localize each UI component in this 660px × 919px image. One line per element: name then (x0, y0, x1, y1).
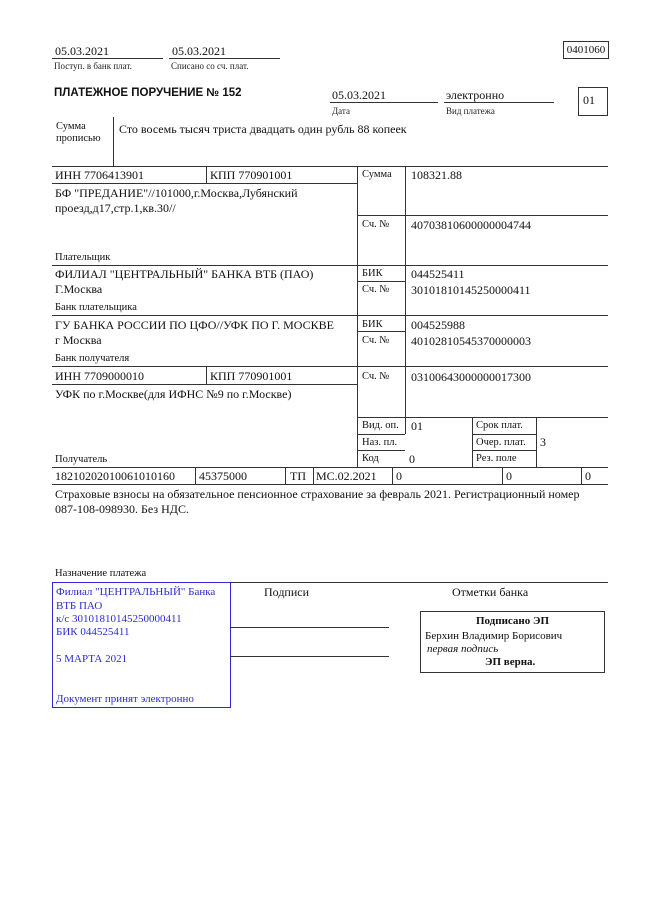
payee-bank-bik: 004525988 (411, 318, 465, 332)
stamp-date: 5 МАРТА 2021 (56, 653, 128, 665)
payer-inn: ИНН 7706413901 (55, 168, 144, 182)
payer-label: Плательщик (55, 252, 111, 263)
grid-line (206, 366, 207, 384)
signatures-label: Подписи (264, 585, 310, 599)
grid-line (195, 467, 196, 484)
payer-kpp: КПП 770901001 (210, 168, 293, 182)
tax-period: МС.02.2021 (316, 469, 377, 483)
status-code: 01 (583, 93, 595, 107)
payee-label: Получатель (55, 454, 108, 465)
form-code-box (563, 41, 609, 59)
grid-line (357, 215, 608, 216)
payer-account: 40703810600000004744 (411, 218, 531, 232)
grid-line (502, 467, 503, 484)
grid-line (357, 166, 358, 467)
payee-account: 03100643000000017300 (411, 370, 531, 384)
payment-type: электронно (446, 88, 505, 102)
priority-label: Очер. плат. (476, 437, 526, 448)
grid-line (357, 450, 405, 451)
payee-bank-bik-label: БИК (362, 319, 383, 330)
payer-bank-name-line1: ФИЛИАЛ "ЦЕНТРАЛЬНЫЙ" БАНКА ВТБ (ПАО) (55, 267, 314, 281)
received-date: 05.03.2021 (55, 44, 109, 58)
code-label: Код (362, 453, 379, 464)
reserve-label: Рез. поле (476, 453, 517, 464)
grid-line (357, 281, 405, 282)
payment-type-label: Вид платежа (446, 106, 495, 116)
debited-date: 05.03.2021 (172, 44, 226, 58)
grid-line (52, 484, 608, 485)
grid-line (472, 417, 473, 467)
grid-line (581, 467, 582, 484)
payer-bank-label: Банк плательщика (55, 302, 137, 313)
grid-line (357, 434, 405, 435)
op-type: 01 (411, 419, 423, 433)
payee-inn: ИНН 7709000010 (55, 369, 144, 383)
code-value: 0 (409, 452, 415, 466)
grid-line (313, 467, 314, 484)
payee-kpp: КПП 770901001 (210, 369, 293, 383)
payer-bank-name-line2: Г.Москва (55, 282, 103, 296)
kbk: 18210202010061010160 (55, 469, 175, 483)
grid-line (357, 417, 608, 418)
payer-bank-bik: 044525411 (411, 267, 465, 281)
payer-name-line2: проезд,д17,стр.1,кв.30// (55, 201, 176, 215)
debited-date-line (169, 58, 280, 59)
signature-line-1 (230, 627, 389, 628)
received-date-line (52, 58, 163, 59)
signature-line-2 (230, 656, 389, 657)
payer-name-line1: БФ "ПРЕДАНИЕ"//101000,г.Москва,Лубянский (55, 186, 298, 200)
doc-number: 0 (396, 469, 402, 483)
payee-bank-account-label: Сч. № (362, 335, 390, 346)
stamp-line4: БИК 044525411 (56, 626, 130, 638)
grid-line (52, 166, 608, 167)
payee-bank-name-line1: ГУ БАНКА РОССИИ ПО ЦФО//УФК ПО Г. МОСКВЕ (55, 318, 334, 332)
grid-line (405, 166, 406, 434)
purpose-label: Назначение платежа (55, 568, 147, 579)
priority-value: 3 (540, 435, 546, 449)
amount-value: 108321.88 (411, 168, 462, 182)
purpose-line2: 087-108-098930. Без НДС. (55, 502, 189, 516)
grid-line (52, 265, 608, 266)
payee-account-label: Сч. № (362, 371, 390, 382)
payer-bank-account-label: Сч. № (362, 284, 390, 295)
due-label: Срок плат. (476, 420, 523, 431)
grid-line (472, 450, 536, 451)
payee-name: УФК по г.Москве(для ИФНС №9 по г.Москве) (55, 387, 292, 401)
stamp-footer: Документ принят электронно (56, 693, 194, 705)
payee-bank-name-line2: г Москва (55, 333, 102, 347)
extra-field: 0 (585, 469, 591, 483)
op-type-label: Вид. оп. (362, 420, 399, 431)
grid-line (52, 315, 608, 316)
bank-marks-label: Отметки банка (452, 585, 529, 599)
payee-bank-label: Банк получателя (55, 353, 130, 364)
document-date-line (330, 102, 438, 103)
oktmo: 45375000 (199, 469, 247, 483)
payer-bank-account: 30101810145250000411 (411, 283, 531, 297)
grid-line (52, 183, 357, 184)
grid-line (405, 417, 406, 434)
grid-line (357, 331, 405, 332)
bank-stamp (52, 582, 231, 708)
grid-line (52, 467, 608, 468)
stamp-line2: ВТБ ПАО (56, 600, 103, 612)
amount-words-value: Сто восемь тысяч триста двадцать один рубль 88 копеек (119, 122, 407, 136)
grid-line (392, 467, 393, 484)
debited-date-label: Списано со сч. плат. (171, 61, 249, 71)
grid-line (472, 434, 536, 435)
payment-type-line (444, 102, 554, 103)
signer-name: Берхин Владимир Борисович (425, 630, 563, 642)
grid-line (405, 434, 406, 467)
purpose-line1: Страховые взносы на обязательное пенсионное страхование за февраль 2021. Регистрационный номер (55, 487, 580, 501)
payer-account-label: Сч. № (362, 219, 390, 230)
payer-bank-bik-label: БИК (362, 268, 383, 279)
document-date: 05.03.2021 (332, 88, 386, 102)
payee-bank-account: 40102810545370000003 (411, 334, 531, 348)
amount-label: Сумма (362, 169, 392, 180)
document-title: ПЛАТЕЖНОЕ ПОРУЧЕНИЕ № 152 (54, 87, 242, 99)
grid-line (52, 366, 608, 367)
grid-line (52, 384, 357, 385)
grid-line (285, 467, 286, 484)
signature-verified: ЭП верна. (485, 656, 536, 668)
amount-words-label-2: прописью (56, 133, 101, 144)
signature-role: первая подпись (427, 643, 499, 655)
e-signature-box (420, 611, 605, 673)
payment-basis: ТП (290, 469, 306, 483)
amount-words-label-1: Сумма (56, 121, 86, 132)
document-date-label: Дата (332, 106, 350, 116)
received-date-label: Поступ. в банк плат. (54, 61, 132, 71)
status-code-box (578, 87, 608, 116)
form-code: 0401060 (566, 44, 606, 56)
stamp-line1: Филиал "ЦЕНТРАЛЬНЫЙ" Банка (56, 586, 216, 598)
stamp-line3: к/с 30101810145250000411 (56, 613, 182, 625)
grid-line (536, 417, 537, 467)
signed-title: Подписано ЭП (475, 615, 550, 627)
doc-date: 0 (506, 469, 512, 483)
divider (113, 117, 114, 166)
purpose-code-label: Наз. пл. (362, 437, 398, 448)
grid-line (206, 166, 207, 183)
